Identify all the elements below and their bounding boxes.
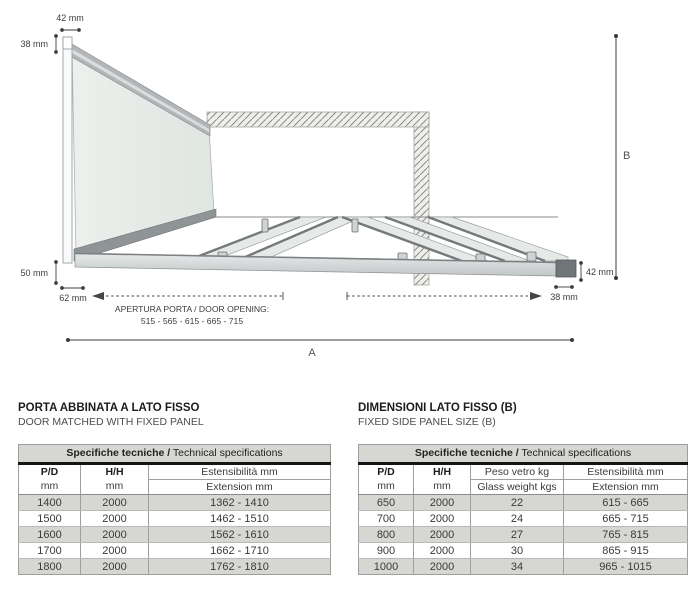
table-row (19, 495, 331, 511)
col-hh-unit: mm (433, 480, 451, 492)
left-spec-table (18, 444, 331, 575)
cell-pd: 1700 (19, 543, 81, 559)
dim-label-right-height: 42 mm (586, 267, 614, 277)
cell-weight: 27 (471, 527, 564, 543)
col-hh-label: H/H (432, 466, 452, 478)
cell-hh: 2000 (414, 495, 471, 511)
fixed-panel-size-block (358, 402, 688, 575)
col-hh-unit: mm (105, 480, 124, 492)
col-pd-label: P/D (40, 466, 59, 478)
cell-hh: 2000 (81, 495, 149, 511)
spec-tables (18, 402, 688, 575)
bottom-rail-end-cap (556, 260, 576, 277)
cell-hh: 2000 (414, 559, 471, 575)
col-ext-unit: Extension mm (149, 479, 330, 494)
col-hh-label: H/H (105, 466, 124, 478)
cell-hh: 2000 (414, 543, 471, 559)
dim-label-bottom-height: 50 mm (20, 268, 48, 278)
cell-ext: 765 - 815 (564, 527, 688, 543)
table-row (359, 495, 688, 511)
band-label-it: Specifiche tecniche / (414, 447, 519, 459)
door-opening-title: APERTURA PORTA / DOOR OPENING: (114, 304, 270, 314)
left-table-subtitle: DOOR MATCHED WITH FIXED PANEL (18, 416, 204, 428)
col-ext-label: Estensibilità mm (201, 466, 278, 478)
col-ext-label: Estensibilità mm (587, 466, 664, 478)
width-extent-label: A (308, 347, 316, 359)
dim-label-bottom-offset: 62 mm (59, 293, 87, 303)
cell-pd: 1500 (19, 511, 81, 527)
left-table-title: PORTA ABBINATA A LATO FISSO (18, 402, 200, 414)
col-pd-label: P/D (377, 466, 395, 478)
col-weight-label: Peso vetro kg (484, 466, 550, 478)
cell-pd: 1800 (19, 559, 81, 575)
cell-pd: 1600 (19, 527, 81, 543)
cell-ext: 865 - 915 (564, 543, 688, 559)
cell-ext: 1762 - 1810 (210, 560, 269, 573)
right-table-title: DIMENSIONI LATO FISSO (B) (358, 402, 517, 414)
cell-pd: 1000 (359, 559, 414, 575)
cell-ext: 1562 - 1610 (149, 527, 331, 543)
wall-hatch-top (207, 112, 429, 127)
cell-pd: 700 (359, 511, 414, 527)
table-band-row (19, 445, 331, 464)
table-row (19, 527, 331, 543)
cell-pd: 1400 (19, 495, 81, 511)
cell-ext: 1662 - 1710 (149, 543, 331, 559)
cell-pd: 900 (359, 543, 414, 559)
table-row (359, 543, 688, 559)
cell-pd: 650 (359, 495, 414, 511)
table-row (19, 559, 331, 575)
cell-ext: 1362 - 1410 (149, 495, 331, 511)
cell-hh: 2000 (414, 511, 471, 527)
door-opening-values: 515 - 565 - 615 - 665 - 715 (140, 316, 244, 326)
dim-label-top-height: 38 mm (20, 39, 48, 49)
fixed-panel-wall-profile (63, 37, 72, 263)
cell-ext: 665 - 715 (564, 511, 688, 527)
cell-weight: 30 (471, 543, 564, 559)
table-row (359, 511, 688, 527)
table-row (19, 511, 331, 527)
right-table-subtitle: FIXED SIDE PANEL SIZE (B) (358, 416, 496, 428)
cell-hh: 2000 (81, 511, 149, 527)
cell-ext: 965 - 1015 (599, 560, 652, 573)
band-label-en: Technical specifications (170, 447, 283, 459)
cell-pd: 800 (359, 527, 414, 543)
dim-label-top-width: 42 mm (56, 13, 84, 23)
height-extent-label: B (623, 150, 631, 162)
cell-hh: 2000 (81, 543, 149, 559)
col-ext-unit: Extension mm (564, 479, 687, 494)
col-weight-unit: Glass weight kgs (471, 479, 563, 494)
cell-weight: 24 (471, 511, 564, 527)
cell-weight: 22 (471, 495, 564, 511)
band-label-en: Technical specifications (518, 447, 632, 459)
table-row (359, 527, 688, 543)
fixed-panel-top-cap (63, 37, 72, 49)
table-header-row (359, 464, 688, 495)
cell-hh: 2000 (414, 527, 471, 543)
cell-hh: 2000 (81, 559, 149, 575)
door-with-panel-block (18, 402, 331, 575)
fixed-panel (63, 37, 216, 263)
door-panel-edge (186, 217, 300, 261)
right-spec-table (358, 444, 688, 575)
dim-label-right-offset: 38 mm (550, 292, 578, 302)
door-opening-arrows (92, 292, 542, 300)
table-row (19, 543, 331, 559)
cell-hh: 2000 (81, 527, 149, 543)
cell-ext: 615 - 665 (564, 495, 688, 511)
table-header-row (19, 464, 331, 495)
cell-weight: 34 (471, 559, 564, 575)
table-row (359, 559, 688, 575)
cell-ext: 1462 - 1510 (149, 511, 331, 527)
band-label-it: Specifiche tecniche / (66, 447, 171, 459)
col-pd-unit: mm (40, 480, 59, 492)
col-pd-unit: mm (377, 480, 395, 492)
table-band-row (359, 445, 688, 464)
